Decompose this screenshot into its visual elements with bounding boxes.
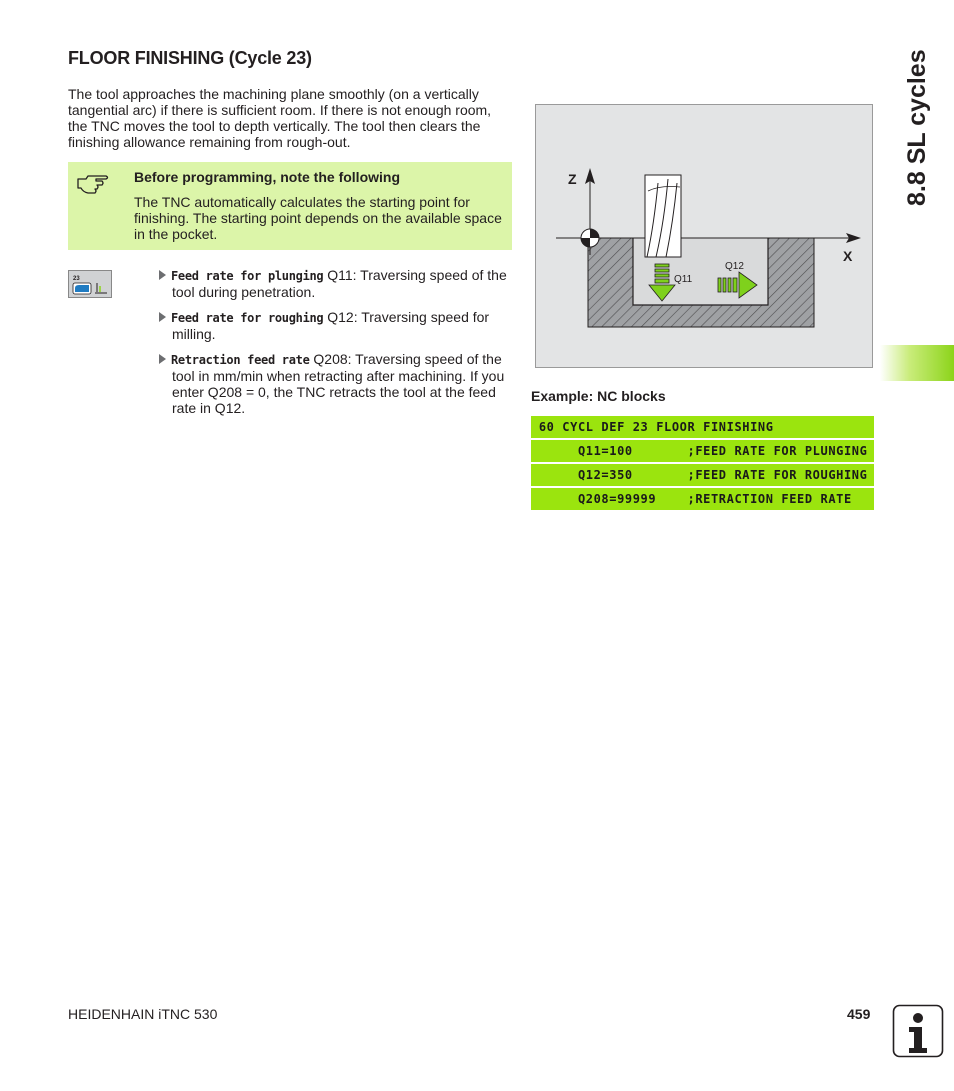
softkey-number: 23 [73, 276, 80, 282]
param-desc-cont: tool in mm/min when retracting after machining. If you enter Q208 = 0, the TNC retracts the tool at the feed rate in Q12. [172, 368, 505, 416]
bullet-triangle-icon [159, 354, 166, 364]
pointing-hand-icon [76, 170, 112, 198]
bullet-triangle-icon [159, 270, 166, 280]
note-text: The TNC automatically calculates the starting point for finishing. The starting point depends on the available space in the pocket. [134, 194, 502, 242]
param-q12 [159, 309, 514, 342]
param-desc: Q208: Traversing speed of the [309, 351, 502, 367]
param-keyword: Feed rate for plunging [171, 269, 324, 283]
param-keyword: Feed rate for roughing [171, 311, 324, 325]
q12-label: Q12 [725, 261, 744, 272]
footer-product: HEIDENHAIN iTNC 530 [68, 1006, 218, 1022]
param-desc: Q11: Traversing speed of the [323, 267, 507, 283]
nc-block: Q12=350 ;FEED RATE FOR ROUGHING [531, 464, 874, 486]
note-box [68, 162, 512, 250]
param-q11 [159, 267, 514, 300]
q11-label: Q11 [674, 274, 693, 285]
intro-paragraph: The tool approaches the machining plane smoothly (on a vertically tangential arc) if there is sufficient room. If there is not enough room, the TNC moves the tool to depth vertically. The tool then clears the finishing allowance remaining from rough-out. [68, 86, 492, 150]
milling-tool [645, 175, 681, 257]
nc-block: Q208=99999 ;RETRACTION FEED RATE [531, 488, 874, 510]
floor-finishing-softkey-icon [68, 270, 112, 298]
page-title: FLOOR FINISHING (Cycle 23) [68, 48, 312, 68]
param-keyword: Retraction feed rate [171, 353, 310, 367]
bullet-triangle-icon [159, 312, 166, 322]
nc-block: Q11=100 ;FEED RATE FOR PLUNGING [531, 440, 874, 462]
param-desc-cont: milling. [172, 326, 216, 342]
axis-x-label: X [843, 248, 853, 264]
page-number: 459 [847, 1006, 871, 1022]
chapter-title-text: 8.8 SL cycles [903, 49, 931, 206]
chapter-tab [880, 345, 954, 381]
info-icon [892, 1004, 944, 1058]
param-q208 [159, 351, 514, 416]
note-title: Before programming, note the following [134, 169, 400, 185]
floor-finishing-figure [535, 104, 873, 368]
param-desc: Q12: Traversing speed for [323, 309, 490, 325]
axis-z-label: Z [568, 171, 577, 187]
param-desc-cont: tool during penetration. [172, 284, 316, 300]
nc-block: 60 CYCL DEF 23 FLOOR FINISHING [531, 416, 874, 438]
example-label: Example: NC blocks [531, 388, 666, 404]
chapter-side-title [895, 40, 935, 210]
